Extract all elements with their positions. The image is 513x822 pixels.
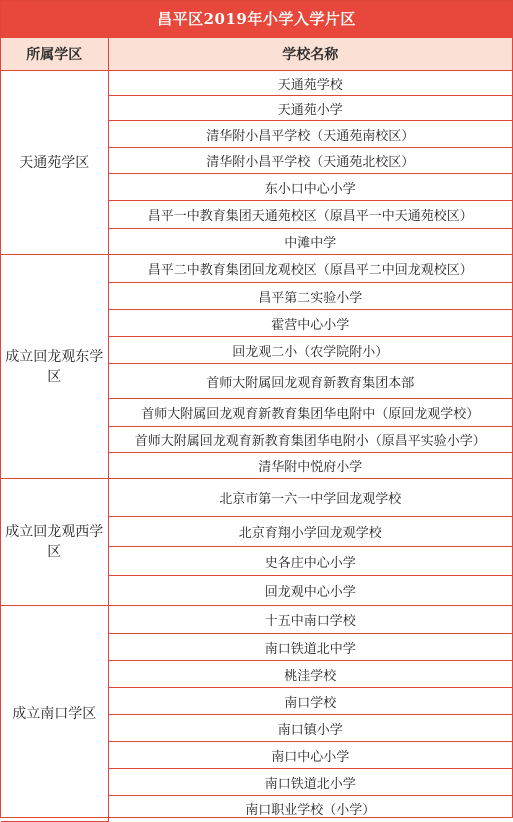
school-cell: 昌平一中教育集团天通苑校区（原昌平一中天通苑校区）: [108, 201, 512, 229]
school-cell: 南口铁道北小学: [108, 769, 512, 796]
table-row: [1, 71, 512, 96]
school-cell: 清华附小昌平学校（天通苑北校区）: [108, 148, 512, 174]
table-row: [1, 606, 512, 634]
district-cell: 成立回龙观东学区: [1, 255, 108, 479]
header-row: [1, 38, 512, 71]
school-cell: 史各庄中心小学: [108, 547, 512, 576]
header-school: 学校名称: [108, 38, 512, 71]
sheet-title: 昌平区2019年小学入学片区: [1, 1, 512, 37]
district-cell: 成立南口学区: [1, 606, 108, 822]
school-cell: 北京市第一六一中学回龙观学校: [108, 479, 512, 517]
school-cell: 清华附中悦府小学: [108, 453, 512, 479]
school-cell: 东小口中心小学: [108, 174, 512, 201]
table-row: [1, 479, 512, 517]
school-cell: 南口镇小学: [108, 715, 512, 742]
school-cell: 中滩中学: [108, 229, 512, 255]
school-cell: 回龙观二小（农学院附小）: [108, 337, 512, 364]
school-cell: 桃洼学校: [108, 661, 512, 688]
school-cell: 首师大附属回龙观育新教育集团本部: [108, 364, 512, 399]
school-cell: 首师大附属回龙观育新教育集团华电附中（原回龙观学校）: [108, 399, 512, 427]
school-cell: 昌平第二实验小学: [108, 283, 512, 310]
district-table: [1, 37, 512, 822]
header-district: 所属学区: [1, 38, 108, 71]
school-cell: 南口铁道北中学: [108, 634, 512, 661]
table-body: [1, 71, 512, 822]
school-cell: 天通苑小学: [108, 96, 512, 121]
school-cell: 昌平二中教育集团回龙观校区（原昌平二中回龙观校区）: [108, 255, 512, 283]
school-cell: 天通苑学校: [108, 71, 512, 96]
school-cell: 首师大附属回龙观育新教育集团华电附小（原昌平实验小学）: [108, 427, 512, 453]
school-cell: 南口学校: [108, 688, 512, 715]
school-cell: 十五中南口学校: [108, 606, 512, 634]
school-cell: 南口职业学校（小学）: [108, 796, 512, 822]
school-cell: 南口中心小学: [108, 742, 512, 769]
district-cell: 成立回龙观西学区: [1, 479, 108, 606]
district-cell: 天通苑学区: [1, 71, 108, 255]
school-cell: 回龙观中心小学: [108, 576, 512, 606]
school-cell: 清华附小昌平学校（天通苑南校区）: [108, 121, 512, 148]
table-row: [1, 255, 512, 283]
school-cell: 北京育翔小学回龙观学校: [108, 517, 512, 547]
school-cell: 霍营中心小学: [108, 310, 512, 337]
